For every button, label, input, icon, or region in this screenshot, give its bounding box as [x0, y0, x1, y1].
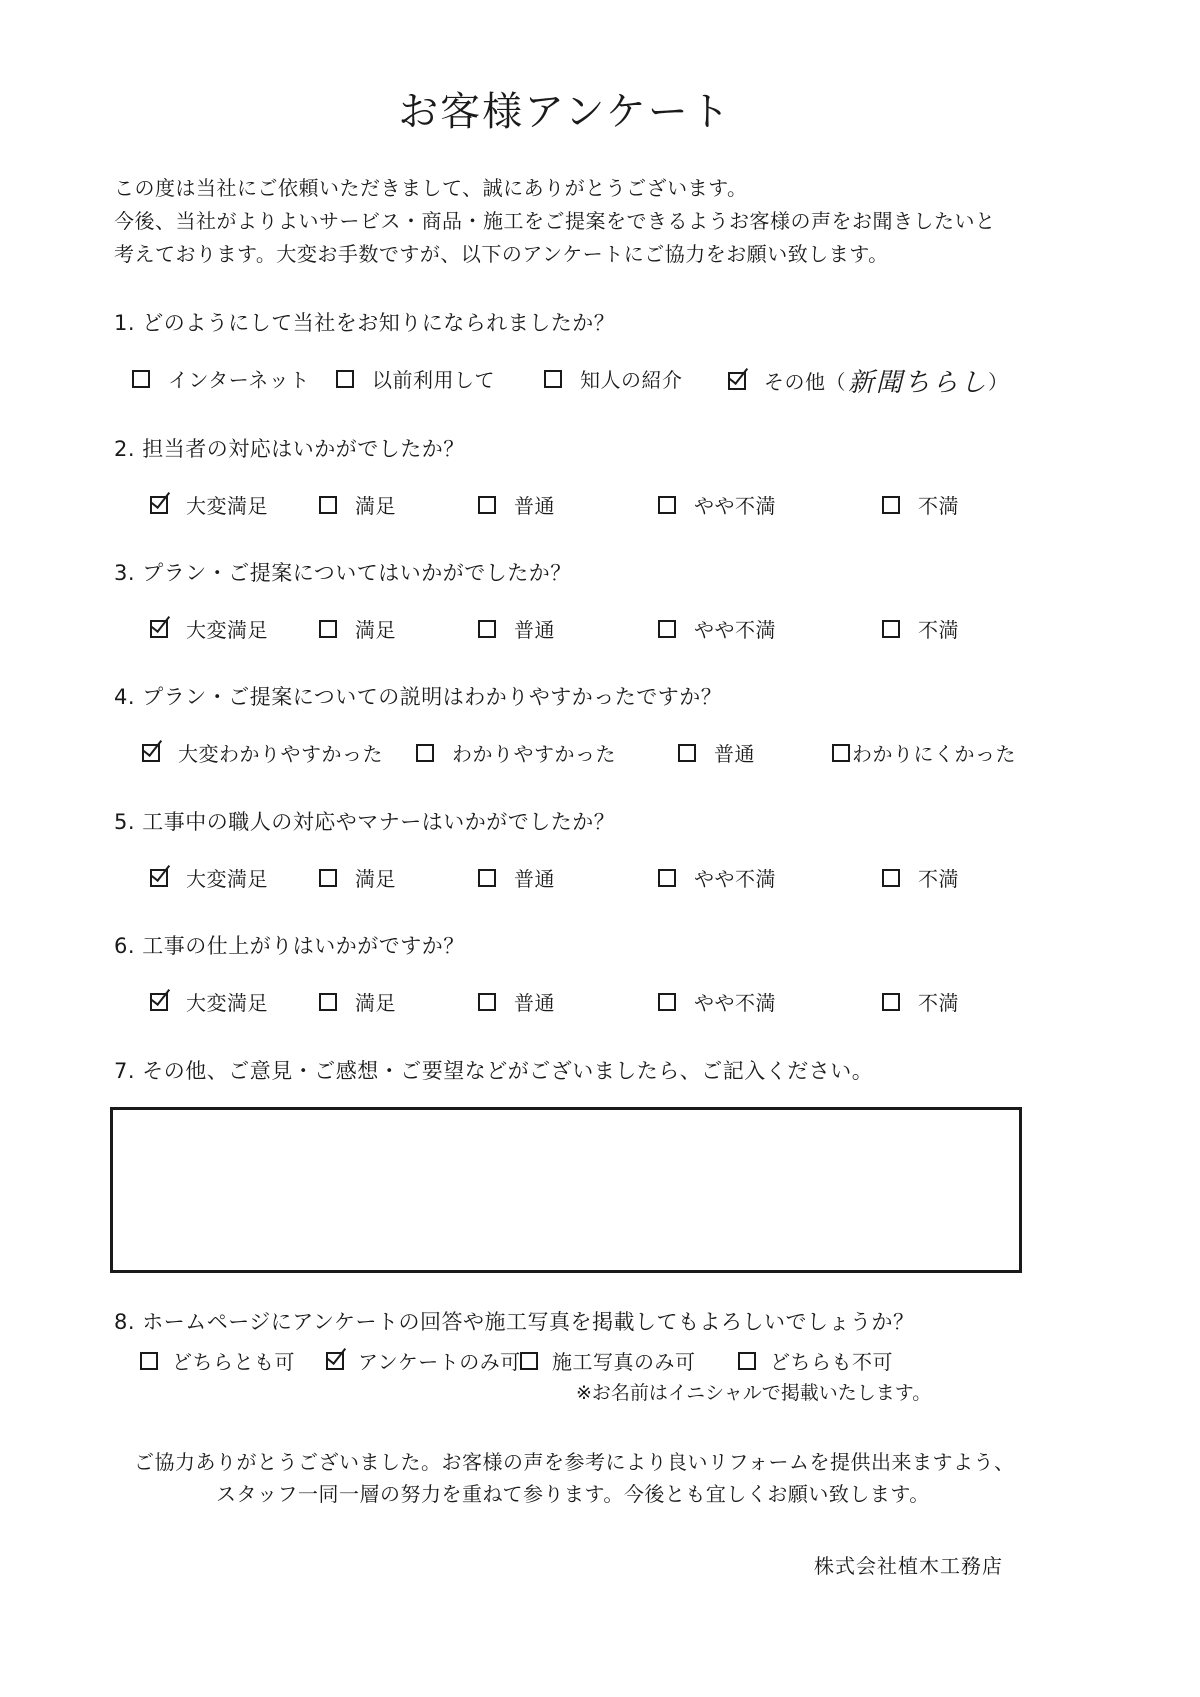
question-1-label: 1. どのようにして当社をお知りになられましたか？: [114, 311, 616, 335]
q8-option-survey-only[interactable]: [326, 1346, 521, 1375]
option-label: やや不満: [694, 991, 776, 1015]
checkbox-icon[interactable]: [319, 993, 337, 1011]
checkbox-checked-icon[interactable]: [326, 1352, 344, 1370]
option-label: 満足: [355, 618, 396, 642]
q6-option-normal[interactable]: [478, 987, 555, 1016]
option-label: 大変満足: [186, 618, 268, 642]
checkbox-checked-icon[interactable]: [150, 496, 168, 514]
q5-option-dissatisfied[interactable]: [882, 863, 959, 892]
option-label: 普通: [514, 991, 555, 1015]
q8-option-photos-only[interactable]: [520, 1346, 696, 1375]
question-8-label: 8. ホームページにアンケートの回答や施工写真を掲載してもよろしいでしょうか？: [114, 1310, 915, 1334]
option-label: 大変わかりやすかった: [178, 742, 383, 766]
q2-option-normal[interactable]: [478, 490, 555, 519]
checkbox-icon[interactable]: [478, 620, 496, 638]
option-label: 大変満足: [186, 991, 268, 1015]
option-label: 大変満足: [186, 494, 268, 518]
checkbox-icon[interactable]: [319, 620, 337, 638]
q1-option-previous-use[interactable]: [336, 364, 495, 393]
checkbox-checked-icon[interactable]: [142, 744, 160, 762]
q1-option-internet[interactable]: [132, 364, 310, 393]
checkbox-icon[interactable]: [658, 869, 676, 887]
checkbox-icon[interactable]: [658, 993, 676, 1011]
checkbox-icon[interactable]: [882, 496, 900, 514]
option-label: 大変満足: [186, 867, 268, 891]
checkbox-icon[interactable]: [832, 744, 850, 762]
option-label: わかりやすかった: [452, 742, 616, 766]
q5-option-very-satisfied[interactable]: [150, 863, 268, 892]
option-label: 普通: [514, 618, 555, 642]
checkbox-icon[interactable]: [140, 1352, 158, 1370]
checkbox-icon[interactable]: [132, 370, 150, 388]
q3-option-satisfied[interactable]: [319, 614, 396, 643]
checkbox-icon[interactable]: [319, 869, 337, 887]
option-label: やや不満: [694, 494, 776, 518]
checkbox-icon[interactable]: [882, 993, 900, 1011]
q6-option-very-satisfied[interactable]: [150, 987, 268, 1016]
question-4-label: 4. プラン・ご提案についての説明はわかりやすかったですか？: [114, 685, 723, 709]
checkbox-icon[interactable]: [319, 496, 337, 514]
option-label: 施工写真のみ可: [552, 1350, 696, 1374]
q1-option-referral[interactable]: [544, 364, 683, 393]
checkbox-icon[interactable]: [336, 370, 354, 388]
page-title: お客様アンケート: [398, 89, 732, 135]
option-label: 知人の紹介: [580, 368, 683, 392]
option-label: やや不満: [694, 618, 776, 642]
q3-option-very-satisfied[interactable]: [150, 614, 268, 643]
checkbox-checked-icon[interactable]: [150, 993, 168, 1011]
q3-option-dissatisfied[interactable]: [882, 614, 959, 643]
checkbox-checked-icon[interactable]: [728, 372, 746, 390]
option-label: 以前利用して: [372, 368, 495, 392]
checkbox-checked-icon[interactable]: [150, 620, 168, 638]
question-2-label: 2. 担当者の対応はいかがでしたか？: [114, 437, 465, 461]
option-label: 普通: [514, 867, 555, 891]
question-5-label: 5. 工事中の職人の対応やマナーはいかがでしたか？: [114, 810, 616, 834]
q6-option-dissatisfied[interactable]: [882, 987, 959, 1016]
option-label: どちらとも可: [172, 1350, 295, 1374]
option-label: 満足: [355, 867, 396, 891]
intro-line-1: この度は当社にご依頼いただきまして、誠にありがとうございます。: [114, 176, 748, 200]
comment-textarea[interactable]: [110, 1107, 1022, 1273]
option-label: 満足: [355, 991, 396, 1015]
q8-option-both-ok[interactable]: [140, 1346, 295, 1375]
q4-option-normal[interactable]: [678, 738, 755, 767]
q8-option-neither[interactable]: [738, 1346, 893, 1375]
q2-option-satisfied[interactable]: [319, 490, 396, 519]
question-6-label: 6. 工事の仕上がりはいかがですか？: [114, 934, 465, 958]
option-label: わかりにくかった: [852, 742, 1016, 766]
checkbox-icon[interactable]: [478, 993, 496, 1011]
option-suffix: ）: [988, 370, 1009, 394]
closing-line-2: スタッフ一同一層の努力を重ねて参ります。今後とも宜しくお願い致します。: [216, 1482, 930, 1506]
intro-line-2: 今後、当社がよりよいサービス・商品・施工をご提案をできるようお客様の声をお聞きしたいと: [114, 209, 996, 233]
option-label: 不満: [918, 867, 959, 891]
checkbox-icon[interactable]: [520, 1352, 538, 1370]
q2-option-dissatisfied[interactable]: [882, 490, 959, 519]
option-label: インターネット: [168, 368, 310, 392]
q6-option-somewhat-dissatisfied[interactable]: [658, 987, 776, 1016]
question-3-label: 3. プラン・ご提案についてはいかがでしたか？: [114, 561, 572, 585]
checkbox-icon[interactable]: [882, 869, 900, 887]
q5-option-satisfied[interactable]: [319, 863, 396, 892]
checkbox-icon[interactable]: [678, 744, 696, 762]
q5-option-somewhat-dissatisfied[interactable]: [658, 863, 776, 892]
checkbox-icon[interactable]: [658, 620, 676, 638]
q1-option-other[interactable]: [728, 362, 1009, 399]
q4-option-unclear[interactable]: [832, 738, 1016, 767]
option-label: アンケートのみ可: [358, 1350, 521, 1374]
option-label: 普通: [514, 494, 555, 518]
checkbox-checked-icon[interactable]: [150, 869, 168, 887]
handwritten-answer: 新聞ちらし: [848, 368, 989, 398]
option-label: その他（: [764, 370, 846, 394]
q3-option-somewhat-dissatisfied[interactable]: [658, 614, 776, 643]
initials-note: ※お名前はイニシャルで掲載いたします。: [576, 1382, 932, 1404]
q2-option-very-satisfied[interactable]: [150, 490, 268, 519]
checkbox-icon[interactable]: [658, 496, 676, 514]
option-label: 不満: [918, 618, 959, 642]
checkbox-icon[interactable]: [544, 370, 562, 388]
option-label: 不満: [918, 991, 959, 1015]
checkbox-icon[interactable]: [416, 744, 434, 762]
q3-option-normal[interactable]: [478, 614, 555, 643]
closing-line-1: ご協力ありがとうございました。お客様の声を参考により良いリフォームを提供出来ますよう、: [134, 1450, 1015, 1474]
option-label: 普通: [714, 742, 755, 766]
q4-option-very-clear[interactable]: [142, 738, 383, 767]
option-label: やや不満: [694, 867, 776, 891]
q6-option-satisfied[interactable]: [319, 987, 396, 1016]
question-7-label: 7. その他、ご意見・ご感想・ご要望などがございましたら、ご記入ください。: [114, 1059, 874, 1083]
q2-option-somewhat-dissatisfied[interactable]: [658, 490, 776, 519]
option-label: どちらも不可: [770, 1350, 893, 1374]
q5-option-normal[interactable]: [478, 863, 555, 892]
q4-option-clear[interactable]: [416, 738, 616, 767]
option-label: 不満: [918, 494, 959, 518]
checkbox-icon[interactable]: [738, 1352, 756, 1370]
checkbox-icon[interactable]: [478, 496, 496, 514]
checkbox-icon[interactable]: [478, 869, 496, 887]
company-name: 株式会社植木工務店: [814, 1554, 1003, 1578]
option-label: 満足: [355, 494, 396, 518]
intro-line-3: 考えております。大変お手数ですが、以下のアンケートにご協力をお願い致します。: [114, 242, 889, 266]
checkbox-icon[interactable]: [882, 620, 900, 638]
